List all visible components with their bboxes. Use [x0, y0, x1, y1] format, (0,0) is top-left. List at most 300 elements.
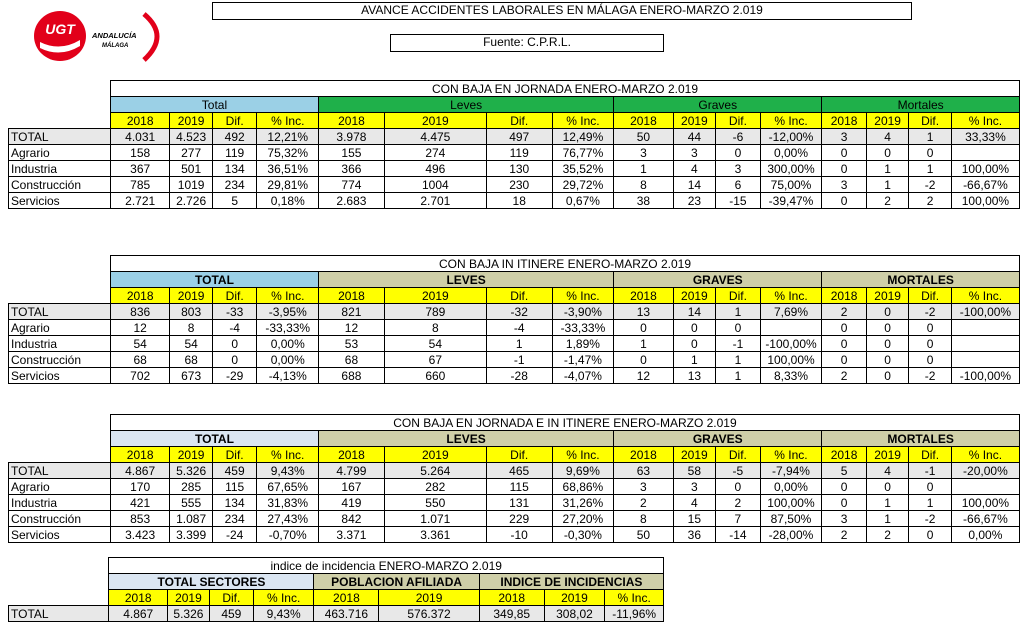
table-cell: 1004 — [384, 177, 486, 193]
sub-header: % Inc. — [951, 113, 1019, 129]
table-cell: 0 — [822, 336, 867, 352]
table-cell: 2 — [716, 495, 761, 511]
table-cell: 100,00% — [951, 161, 1019, 177]
table-cell: 3 — [822, 129, 867, 145]
table-cell — [951, 336, 1019, 352]
row-label: Industria — [9, 495, 111, 511]
table-row — [9, 161, 1020, 177]
table-cell: -28 — [486, 368, 552, 384]
table-cell: -2 — [909, 177, 951, 193]
sub-header: % Inc. — [951, 288, 1019, 304]
sub-header: 2018 — [822, 113, 867, 129]
table-cell: 4 — [866, 129, 908, 145]
row-label: Agrario — [9, 479, 111, 495]
table-cell — [951, 320, 1019, 336]
table-cell: 0 — [909, 320, 951, 336]
row-label: Agrario — [9, 145, 111, 161]
sub-header: Dif. — [486, 288, 552, 304]
table-cell: 576.372 — [379, 606, 479, 622]
table-cell: -1,47% — [552, 352, 614, 368]
table-title: CON BAJA IN ITINERE ENERO-MARZO 2.019 — [110, 256, 1019, 272]
corner-blank — [9, 431, 111, 447]
table-cell: 0 — [673, 320, 715, 336]
table-cell: 12 — [110, 320, 169, 336]
sub-header: Dif. — [212, 288, 257, 304]
table-cell: -0,30% — [552, 527, 614, 543]
table-cell: 2 — [822, 304, 867, 320]
table-cell: 12,21% — [257, 129, 319, 145]
table-row — [9, 368, 1020, 384]
sub-header: Dif. — [209, 590, 253, 606]
table-cell: 1 — [909, 495, 951, 511]
table-cell: 3.361 — [384, 527, 486, 543]
table-cell: 9,69% — [552, 463, 614, 479]
table-cell: -11,96% — [605, 606, 664, 622]
table-cell: 0 — [614, 352, 673, 368]
table-cell: 13 — [614, 304, 673, 320]
table-indice-incidencia — [8, 557, 664, 622]
sub-header: Dif. — [909, 288, 951, 304]
table-cell: -10 — [486, 527, 552, 543]
table-cell: 5.326 — [168, 606, 210, 622]
table-cell: 15 — [673, 511, 715, 527]
table-cell: 282 — [384, 479, 486, 495]
sub-header: 2019 — [673, 288, 715, 304]
table-cell: 0 — [822, 352, 867, 368]
table-cell: 492 — [212, 129, 257, 145]
table-cell: 68 — [170, 352, 212, 368]
table-cell: -1 — [486, 352, 552, 368]
sub-header: 2018 — [319, 113, 385, 129]
table-cell: 230 — [486, 177, 552, 193]
table-cell: -3,95% — [257, 304, 319, 320]
table-cell — [951, 479, 1019, 495]
table-cell: 63 — [614, 463, 673, 479]
row-label: TOTAL — [9, 304, 111, 320]
table-cell: -4 — [212, 320, 257, 336]
table-cell: 497 — [486, 129, 552, 145]
group-header: GRAVES — [614, 272, 822, 288]
sub-header: 2019 — [384, 288, 486, 304]
table-cell: 100,00% — [760, 352, 822, 368]
table-cell: -3,90% — [552, 304, 614, 320]
table-cell: 3 — [716, 161, 761, 177]
table-cell: 14 — [673, 177, 715, 193]
row-label: Construcción — [9, 511, 111, 527]
table-cell: 274 — [384, 145, 486, 161]
table-cell: 58 — [673, 463, 715, 479]
table-cell: 419 — [319, 495, 385, 511]
table-cell: 3.399 — [170, 527, 212, 543]
table-row — [9, 479, 1020, 495]
table-cell: 12,49% — [552, 129, 614, 145]
table-cell: 36,51% — [257, 161, 319, 177]
table-cell: 134 — [212, 495, 257, 511]
sub-header: Dif. — [716, 288, 761, 304]
table-cell: -32 — [486, 304, 552, 320]
table-cell: 0 — [866, 352, 908, 368]
table-cell: 5 — [822, 463, 867, 479]
sub-header: 2019 — [168, 590, 210, 606]
table-cell: 134 — [212, 161, 257, 177]
row-label: TOTAL — [9, 129, 111, 145]
table-cell: -4,07% — [552, 368, 614, 384]
table-cell: 785 — [110, 177, 169, 193]
table-title: CON BAJA EN JORNADA E IN ITINERE ENERO-MARZO 2.019 — [110, 415, 1019, 431]
table-cell: 31,26% — [552, 495, 614, 511]
group-header: TOTAL SECTORES — [109, 574, 314, 590]
table-cell: 8,33% — [760, 368, 822, 384]
group-header: TOTAL — [110, 431, 318, 447]
table-cell: 842 — [319, 511, 385, 527]
table-cell: 702 — [110, 368, 169, 384]
sub-header: 2018 — [110, 447, 169, 463]
table-cell: 0,00% — [257, 336, 319, 352]
ugt-andalucia-logo — [32, 10, 172, 68]
table-cell: -100,00% — [951, 368, 1019, 384]
table-cell: 0,00% — [951, 527, 1019, 543]
table-cell: 68 — [319, 352, 385, 368]
table-row — [9, 129, 1020, 145]
table-cell: -2 — [909, 368, 951, 384]
sub-header: Dif. — [212, 447, 257, 463]
table-row — [9, 527, 1020, 543]
table-cell: -39,47% — [760, 193, 822, 209]
table-cell: -33,33% — [552, 320, 614, 336]
table-cell: 2 — [614, 495, 673, 511]
table-cell: 234 — [212, 511, 257, 527]
table-cell: 0 — [716, 145, 761, 161]
sub-header: % Inc. — [951, 447, 1019, 463]
sub-header: % Inc. — [253, 590, 314, 606]
table-cell: 0 — [909, 336, 951, 352]
table-cell: 167 — [319, 479, 385, 495]
table-cell: -66,67% — [951, 177, 1019, 193]
sub-header: % Inc. — [760, 113, 822, 129]
table-cell: 673 — [170, 368, 212, 384]
sub-header: 2019 — [170, 447, 212, 463]
table-row — [9, 352, 1020, 368]
sub-header: Dif. — [909, 447, 951, 463]
table-cell: 3 — [822, 511, 867, 527]
table-cell: 2 — [822, 368, 867, 384]
table-cell: -14 — [716, 527, 761, 543]
sub-header: % Inc. — [257, 288, 319, 304]
row-label: TOTAL — [9, 606, 109, 622]
table-cell: -2 — [909, 511, 951, 527]
table-cell: 1 — [866, 495, 908, 511]
sub-header: 2018 — [110, 113, 169, 129]
svg-text:MÁLAGA: MÁLAGA — [102, 43, 129, 49]
group-header: GRAVES — [614, 431, 822, 447]
table-cell: 33,33% — [951, 129, 1019, 145]
table-cell: -28,00% — [760, 527, 822, 543]
table-cell: 803 — [170, 304, 212, 320]
table-cell: 50 — [614, 527, 673, 543]
table-cell: 789 — [384, 304, 486, 320]
row-label: Servicios — [9, 368, 111, 384]
table-cell: 496 — [384, 161, 486, 177]
table-cell: 130 — [486, 161, 552, 177]
table-row — [9, 511, 1020, 527]
table-cell: 14 — [673, 304, 715, 320]
table-row — [9, 495, 1020, 511]
table-cell: 1 — [716, 304, 761, 320]
table-cell: 367 — [110, 161, 169, 177]
row-label: TOTAL — [9, 463, 111, 479]
table-cell: 285 — [170, 479, 212, 495]
table-cell: -100,00% — [760, 336, 822, 352]
table-cell: 1 — [614, 161, 673, 177]
group-header: MORTALES — [822, 272, 1020, 288]
table-cell: 29,72% — [552, 177, 614, 193]
table-cell: 0 — [822, 479, 867, 495]
group-header: TOTAL — [110, 272, 318, 288]
sub-header: 2018 — [110, 288, 169, 304]
table-cell: 2 — [866, 527, 908, 543]
sub-header: 2019 — [544, 590, 605, 606]
table-row — [9, 145, 1020, 161]
group-header: Mortales — [822, 97, 1020, 113]
table-cell: 155 — [319, 145, 385, 161]
table-cell: -24 — [212, 527, 257, 543]
svg-text:ANDALUCÍA: ANDALUCÍA — [92, 31, 137, 40]
table-cell: 8 — [170, 320, 212, 336]
row-label: Industria — [9, 161, 111, 177]
table-cell: 2.721 — [110, 193, 169, 209]
table-cell: -7,94% — [760, 463, 822, 479]
table-cell: 31,83% — [257, 495, 319, 511]
table-cell: 3.423 — [110, 527, 169, 543]
table-cell: 54 — [110, 336, 169, 352]
table-cell: 1 — [486, 336, 552, 352]
table-cell: 550 — [384, 495, 486, 511]
table-cell: 2.701 — [384, 193, 486, 209]
sub-header: % Inc. — [257, 447, 319, 463]
table-cell: -20,00% — [951, 463, 1019, 479]
table-cell: 23 — [673, 193, 715, 209]
sub-header: 2018 — [319, 447, 385, 463]
table-cell: 1 — [909, 129, 951, 145]
table-cell: -1 — [716, 336, 761, 352]
table-cell: 27,43% — [257, 511, 319, 527]
sub-header: 2019 — [170, 288, 212, 304]
sub-header: 2018 — [614, 113, 673, 129]
table-cell: 300,00% — [760, 161, 822, 177]
table-cell: 2.726 — [170, 193, 212, 209]
table-row — [9, 606, 664, 622]
table-cell: 119 — [212, 145, 257, 161]
sub-header: 2019 — [379, 590, 479, 606]
table-cell: 76,77% — [552, 145, 614, 161]
table-cell: 3 — [614, 479, 673, 495]
corner-blank — [9, 574, 109, 590]
table-cell: 555 — [170, 495, 212, 511]
table-cell: 0 — [614, 320, 673, 336]
table-cell: 4.475 — [384, 129, 486, 145]
table-cell: 4.799 — [319, 463, 385, 479]
table-cell: 1 — [866, 177, 908, 193]
group-header: INDICE DE INCIDENCIAS — [479, 574, 663, 590]
table-cell: 4 — [673, 495, 715, 511]
table-cell: 68,86% — [552, 479, 614, 495]
table-cell: 100,00% — [951, 495, 1019, 511]
table-cell: 1.087 — [170, 511, 212, 527]
table-cell: 0,67% — [552, 193, 614, 209]
table-cell: 0 — [822, 193, 867, 209]
sub-header: 2018 — [319, 288, 385, 304]
table-cell: -15 — [716, 193, 761, 209]
table-cell — [951, 145, 1019, 161]
sub-header: % Inc. — [257, 113, 319, 129]
table-cell: 68 — [110, 352, 169, 368]
table-cell: -5 — [716, 463, 761, 479]
table-cell: 0 — [909, 479, 951, 495]
sub-header: 2018 — [109, 590, 168, 606]
table-cell: 119 — [486, 145, 552, 161]
table-cell: -66,67% — [951, 511, 1019, 527]
table-cell: -29 — [212, 368, 257, 384]
sub-header: Dif. — [716, 447, 761, 463]
source-label: Fuente: C.P.R.L. — [390, 34, 664, 52]
table-cell: 0 — [673, 336, 715, 352]
table-cell: 1 — [716, 352, 761, 368]
table-cell: 1,89% — [552, 336, 614, 352]
table-cell: 115 — [212, 479, 257, 495]
table-cell: 54 — [170, 336, 212, 352]
table-cell: 53 — [319, 336, 385, 352]
corner-blank — [9, 81, 111, 97]
table-row — [9, 177, 1020, 193]
table-cell: 0 — [866, 479, 908, 495]
corner-blank — [9, 272, 111, 288]
table-cell: 0 — [212, 336, 257, 352]
corner-blank — [9, 97, 111, 113]
table-cell: -2 — [909, 304, 951, 320]
sub-header: 2018 — [614, 288, 673, 304]
table-cell: 5.264 — [384, 463, 486, 479]
table-cell: 3 — [822, 177, 867, 193]
table-cell: 6 — [716, 177, 761, 193]
table-cell: 0 — [909, 352, 951, 368]
sub-header: Dif. — [716, 113, 761, 129]
group-header: POBLACION AFILIADA — [314, 574, 479, 590]
sub-header: 2018 — [614, 447, 673, 463]
row-label: Construcción — [9, 177, 111, 193]
sub-header: 2019 — [866, 113, 908, 129]
table-cell: 87,50% — [760, 511, 822, 527]
sub-header: 2018 — [822, 288, 867, 304]
table-row — [9, 304, 1020, 320]
sub-header: % Inc. — [760, 447, 822, 463]
table-cell: 13 — [673, 368, 715, 384]
table-cell: 12 — [319, 320, 385, 336]
table-cell: 0 — [212, 352, 257, 368]
table-cell: 1 — [866, 161, 908, 177]
table-cell: 501 — [170, 161, 212, 177]
table-title: CON BAJA EN JORNADA ENERO-MARZO 2.019 — [110, 81, 1019, 97]
sub-header: 2018 — [822, 447, 867, 463]
table-cell: -12,00% — [760, 129, 822, 145]
table-cell: 4 — [866, 463, 908, 479]
table-cell: 774 — [319, 177, 385, 193]
table-cell: 421 — [110, 495, 169, 511]
table-in-itinere — [8, 255, 1020, 384]
table-cell: 459 — [209, 606, 253, 622]
table-cell: 0 — [909, 145, 951, 161]
row-label: Servicios — [9, 527, 111, 543]
table-cell: 0 — [822, 495, 867, 511]
table-cell: 100,00% — [951, 193, 1019, 209]
row-label: Agrario — [9, 320, 111, 336]
corner-blank — [9, 256, 111, 272]
table-cell: 8 — [614, 511, 673, 527]
table-cell: 308,02 — [544, 606, 605, 622]
table-cell: 229 — [486, 511, 552, 527]
table-row — [9, 193, 1020, 209]
table-cell: 0,00% — [760, 145, 822, 161]
table-cell: 0 — [866, 368, 908, 384]
group-header: LEVES — [319, 431, 614, 447]
table-cell: 0,00% — [760, 479, 822, 495]
report-title: AVANCE ACCIDENTES LABORALES EN MÁLAGA ENERO-MARZO 2.019 — [212, 2, 912, 20]
table-cell: 0 — [822, 161, 867, 177]
table-cell: 0 — [822, 320, 867, 336]
table-cell: 7 — [716, 511, 761, 527]
group-header: Graves — [614, 97, 822, 113]
table-cell: 8 — [384, 320, 486, 336]
sub-header: Dif. — [909, 113, 951, 129]
table-cell: 0 — [866, 320, 908, 336]
row-label: Servicios — [9, 193, 111, 209]
table-cell: 1 — [909, 161, 951, 177]
table-cell: 170 — [110, 479, 169, 495]
table-cell: 5 — [212, 193, 257, 209]
table-cell: 131 — [486, 495, 552, 511]
group-header: Leves — [319, 97, 614, 113]
corner-blank — [9, 113, 111, 129]
table-cell: 3.978 — [319, 129, 385, 145]
table-cell: 234 — [212, 177, 257, 193]
table-cell: -33 — [212, 304, 257, 320]
table-cell — [760, 320, 822, 336]
table-cell: 29,81% — [257, 177, 319, 193]
table-cell: 4.867 — [110, 463, 169, 479]
table-cell: -0,70% — [257, 527, 319, 543]
table-cell: 0 — [909, 527, 951, 543]
group-header: LEVES — [319, 272, 614, 288]
sub-header: 2019 — [866, 447, 908, 463]
table-cell: 1 — [673, 352, 715, 368]
table-title: indice de incidencia ENERO-MARZO 2.019 — [109, 558, 664, 574]
corner-blank — [9, 590, 109, 606]
table-cell: 67 — [384, 352, 486, 368]
table-cell: 688 — [319, 368, 385, 384]
table-cell: 821 — [319, 304, 385, 320]
table-cell: 366 — [319, 161, 385, 177]
table-cell: 2 — [822, 527, 867, 543]
table-cell: 115 — [486, 479, 552, 495]
table-cell: 36 — [673, 527, 715, 543]
table-cell: 853 — [110, 511, 169, 527]
table-cell: 277 — [170, 145, 212, 161]
table-cell: 7,69% — [760, 304, 822, 320]
sub-header: % Inc. — [552, 288, 614, 304]
table-cell: 4.523 — [170, 129, 212, 145]
table-jornada-e-itinere — [8, 414, 1020, 543]
table-cell: 465 — [486, 463, 552, 479]
table-cell: 1 — [866, 511, 908, 527]
